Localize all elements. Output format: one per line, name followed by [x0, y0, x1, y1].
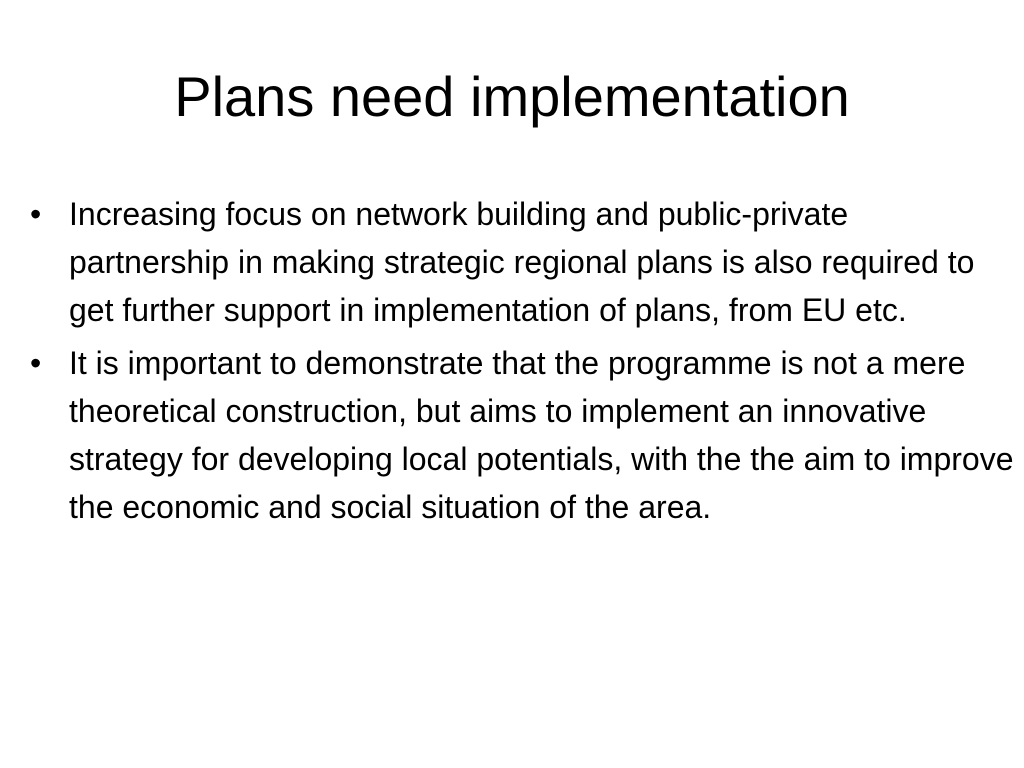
bullet-item — [30, 339, 1014, 531]
bullet-item — [30, 190, 1014, 334]
bullet-text: It is important to demonstrate that the programme is not a mere theoretical construction, but aims to implement an innovative strategy for developing local potentials, with the the aim to improve the economic and social situation of the area. — [69, 345, 1014, 525]
bullet-icon: • — [30, 345, 42, 381]
bullet-icon: • — [30, 196, 42, 232]
bullet-text: Increasing focus on network building and public-private partnership in making strategic regional plans is also required to get further support in implementation of plans, from EU etc. — [69, 196, 975, 328]
slide-title: Plans need implementation — [174, 65, 850, 128]
bullet-list — [30, 190, 1014, 531]
